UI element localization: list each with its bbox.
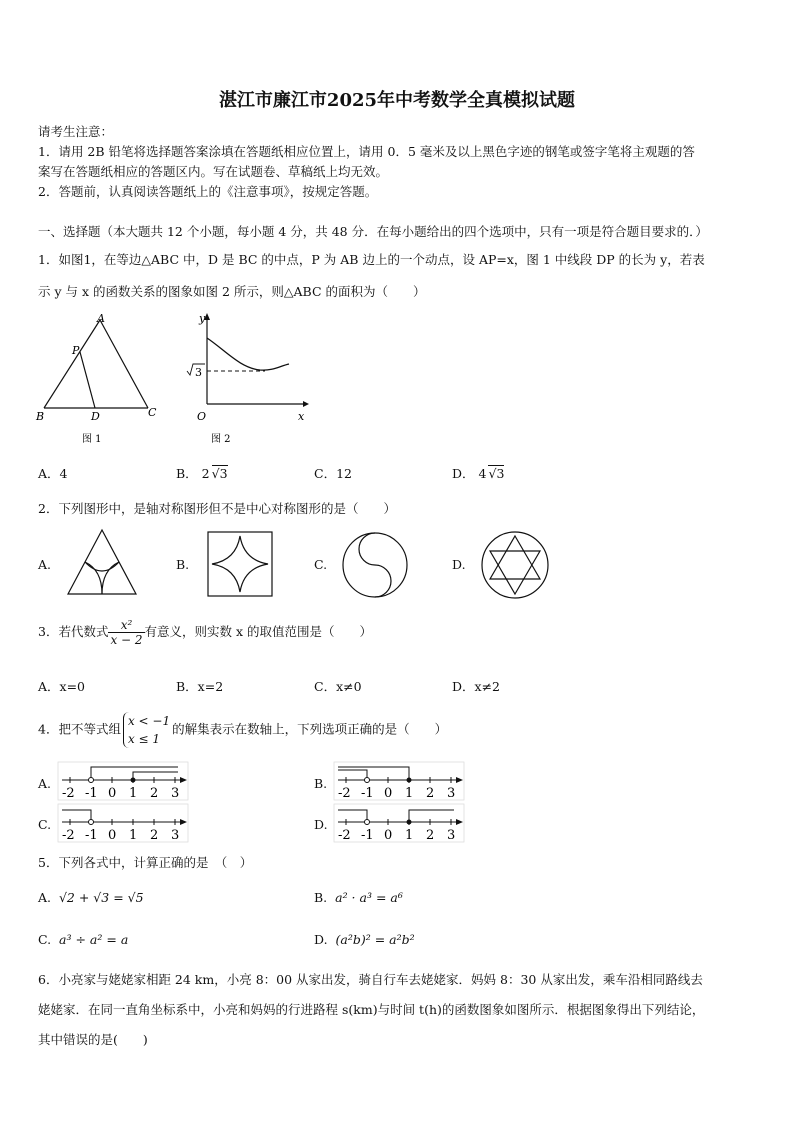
svg-text:1: 1 xyxy=(405,828,414,843)
q1-option-b[interactable]: B． 2 √3 xyxy=(176,466,228,481)
svg-text:1: 1 xyxy=(405,786,414,801)
question-6-stem: 6．小亮家与姥姥家相距 24 km，小亮 8：00 从家出发，骑自行车去姥姥家．妈妈 8：30 从家出发，乘车沿相同路线去 xyxy=(38,972,703,987)
svg-text:3: 3 xyxy=(447,828,456,843)
svg-text:-2: -2 xyxy=(338,786,351,801)
figure-1-triangle xyxy=(30,312,170,447)
svg-text:2: 2 xyxy=(150,786,159,801)
svg-text:-1: -1 xyxy=(361,828,374,843)
svg-text:1: 1 xyxy=(129,786,138,801)
point-d-label: D xyxy=(91,410,100,423)
q2-option-b-label[interactable]: B. xyxy=(176,557,190,572)
question-1-stem: 示 y 与 x 的函数关系的图象如图 2 所示，则△ABC 的面积为（ ） xyxy=(38,284,426,299)
q2-option-a-label[interactable]: A. xyxy=(38,557,52,572)
figure-1-caption: 图 1 xyxy=(82,434,102,445)
figure-2-caption: 图 2 xyxy=(211,434,231,445)
question-4-stem: 4．把不等式组 x < −1 x ≤ 1 的解集表示在数轴上，下列选项正确的是（ ） xyxy=(38,714,448,746)
page-title: 湛江市廉江市2025年中考数学全真模拟试题 xyxy=(218,90,576,111)
q5-option-c[interactable]: C. a³ ÷ a² = a xyxy=(38,932,129,947)
q2-option-c-label[interactable]: C. xyxy=(314,557,328,572)
q4-number-line-b[interactable] xyxy=(334,762,468,802)
svg-text:-2: -2 xyxy=(338,828,351,843)
svg-text:0: 0 xyxy=(108,828,117,843)
inequality-system: x < −1 x ≤ 1 xyxy=(123,712,170,748)
question-6-stem: 姥姥家．在同一直角坐标系中，小亮和妈妈的行进路程 s(km)与时间 t(h)的函数图象如图所示．根据图象得出下列结论， xyxy=(38,1002,705,1017)
q5-option-d[interactable]: D. (a²b)² = a²b² xyxy=(314,932,415,947)
q4-option-b-label[interactable]: B. xyxy=(314,776,328,791)
svg-text:0: 0 xyxy=(384,786,393,801)
q5-option-a[interactable]: A. √2 + √3 = √5 xyxy=(38,890,144,905)
origin-label: O xyxy=(197,410,207,423)
question-5-stem: 5．下列各式中，计算正确的是 （ ） xyxy=(38,855,253,870)
q4-option-a-label[interactable]: A. xyxy=(38,776,52,791)
q2-option-d-label[interactable]: D. xyxy=(452,557,466,572)
svg-text:-2: -2 xyxy=(62,828,75,843)
figure-2-graph xyxy=(185,310,315,445)
svg-text:0: 0 xyxy=(384,828,393,843)
point-p-label: P xyxy=(72,344,80,357)
y-axis-label: y xyxy=(199,312,206,325)
q4-option-d-label[interactable]: D. xyxy=(314,817,328,832)
svg-text:2: 2 xyxy=(150,828,159,843)
vertex-c-label: C xyxy=(148,406,157,419)
fraction: $\frac{\text{x²}}{x - 2}$ xyxy=(110,618,143,647)
svg-text:1: 1 xyxy=(129,828,138,843)
q2-yin-yang-figure[interactable] xyxy=(340,530,410,600)
question-1-stem: 1．如图1，在等边△ABC 中，D 是 BC 的中点，P 为 AB 边上的一个动点，设 AP=x，图 1 中线段 DP 的长为 y，若表 xyxy=(38,252,705,267)
q3-option-d[interactable]: D．x≠2 xyxy=(452,679,500,694)
q3-option-a[interactable]: A．x=0 xyxy=(38,679,86,694)
q1-option-c[interactable]: C．12 xyxy=(314,466,352,481)
svg-text:-1: -1 xyxy=(85,828,98,843)
sqrt-3-label: 3 xyxy=(195,366,202,379)
q4-number-line-c[interactable] xyxy=(58,804,192,844)
x-axis-label: x xyxy=(298,410,305,423)
svg-text:2: 2 xyxy=(426,828,435,843)
q2-square-star-figure[interactable] xyxy=(206,530,274,598)
q3-option-b[interactable]: B．x=2 xyxy=(176,679,224,694)
svg-text:3: 3 xyxy=(171,786,180,801)
notice-item: 1．请用 2B 铅笔将选择题答案涂填在答题纸相应位置上，请用 0．5 毫米及以上黑色字迹的钢笔或签字笔将主观题的答 xyxy=(38,144,695,159)
svg-text:-2: -2 xyxy=(62,786,75,801)
vertex-b-label: B xyxy=(36,410,45,423)
q1-option-d[interactable]: D． 4 √3 xyxy=(452,466,505,481)
svg-text:-1: -1 xyxy=(85,786,98,801)
vertex-a-label: A xyxy=(97,312,105,325)
notice-item: 案写在答题纸相应的答题区内。写在试题卷、草稿纸上均无效。 xyxy=(38,164,389,179)
q3-option-c[interactable]: C．x≠0 xyxy=(314,679,362,694)
notice-item: 2．答题前，认真阅读答题纸上的《注意事项》，按规定答题。 xyxy=(38,184,378,199)
q5-option-b[interactable]: B. a² · a³ = a⁶ xyxy=(314,890,403,905)
q1-option-a[interactable]: A．4 xyxy=(38,466,68,481)
section-heading: 一、选择题（本大题共 12 个小题，每小题 4 分，共 48 分．在每小题给出的四个选项中，只有一项是符合题目要求的．） xyxy=(38,224,708,239)
svg-text:3: 3 xyxy=(171,828,180,843)
svg-text:3: 3 xyxy=(447,786,456,801)
svg-text:0: 0 xyxy=(108,786,117,801)
q4-number-line-d[interactable] xyxy=(334,804,468,844)
q2-star-of-david-figure[interactable] xyxy=(480,530,550,600)
notice-heading: 请考生注意： xyxy=(38,124,114,139)
svg-text:2: 2 xyxy=(426,786,435,801)
svg-text:-1: -1 xyxy=(361,786,374,801)
question-3-stem: 3．若代数式 $\frac{\text{x²}}{x - 2}$ 有意义，则实数 x 的取值范围是（ ） xyxy=(38,618,373,647)
question-6-stem: 其中错误的是( ) xyxy=(38,1032,148,1047)
q4-number-line-a[interactable] xyxy=(58,762,192,802)
q2-triangle-arcs-figure[interactable] xyxy=(66,528,142,596)
question-2-stem: 2．下列图形中，是轴对称图形但不是中心对称图形的是（ ） xyxy=(38,501,396,516)
q4-option-c-label[interactable]: C. xyxy=(38,817,52,832)
